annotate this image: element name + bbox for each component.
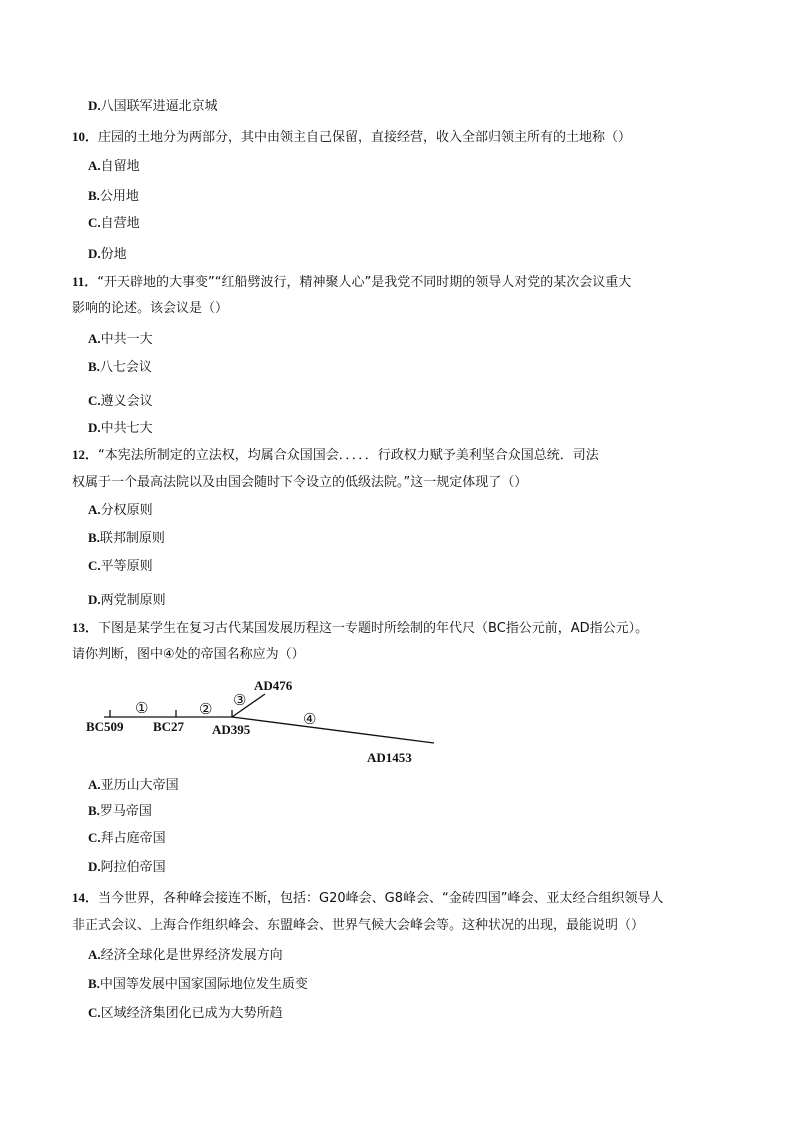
option-label: C. [88,1005,101,1020]
option-text: 分权原则 [100,503,153,518]
marker-4: ④ [303,712,317,728]
question-text: “开天辟地的大事变”“红船劈波行，精神聚人心”是我党不同时期的领导人对党的某次会议重大 [97,275,632,290]
option-label: C. [88,558,101,573]
option-text: 中国等发展中国家国际地位发生质变 [99,977,308,992]
option-label: B. [88,976,100,991]
option-label: B. [88,803,100,818]
option-text: 两党制原则 [100,593,166,608]
option-label: C. [88,215,101,230]
question-number: 14． [72,890,99,905]
option-text: 中共一大 [100,332,153,347]
question-text: 下图是某学生在复习古代某国发展历程这一专题时所绘制的年代尺（BC指公元前，AD指公元）。 [98,621,649,636]
q13-option-c [88,829,166,848]
option-text: 经济全球化是世界经济发展方向 [100,948,283,963]
option-text: 联邦制原则 [99,531,165,546]
option-label: B. [88,359,100,374]
option-text: 自营地 [100,216,140,231]
option-text: 阿拉伯帝国 [100,860,166,875]
option-label: A. [88,947,101,962]
option-label: D. [88,592,101,607]
option-label: C. [88,830,101,845]
label-ad476: AD476 [254,678,293,693]
label-bc509: BC509 [86,719,124,734]
option-text: 八七会议 [99,360,152,375]
option-text: 区域经济集团化已成为大势所趋 [100,1006,283,1021]
question-text: 请你判断，图中④处的帝国名称应为（） [72,647,305,662]
question-number: 12． [72,447,99,462]
question-text: 影响的论述。该会议是（） [72,301,229,316]
option-label: B. [88,188,100,203]
option-label: D. [88,98,101,113]
question-text: “本宪法所制定的立法权，均属合众国国会．．．．．行政权力赋予美利坚合众国总统．司法 [98,448,599,463]
question-text: 权属于一个最高法院以及由国会随时下令设立的低级法院。”这一规定体现了（） [72,475,528,490]
option-label: C. [88,393,101,408]
question-number: 10． [72,129,99,144]
q14-stem-line2 [72,917,644,935]
marker-1: ① [135,701,149,717]
option-label: D. [88,859,101,874]
q14-option-a [88,946,283,965]
option-text: 八国联军进逼北京城 [100,99,218,114]
label-bc27: BC27 [153,719,185,734]
option-label: B. [88,530,100,545]
q13-option-a [88,776,179,795]
question-text: 庄园的土地分为两部分，其中由领主自己保留，直接经营，收入全部归领主所有的土地称（） [98,130,632,145]
q14-stem-line1 [72,889,663,908]
option-label: A. [88,777,101,792]
q13-option-d [88,858,166,877]
option-label: A. [88,331,101,346]
question-number: 11． [72,274,98,289]
option-text: 份地 [100,247,127,262]
option-text: 拜占庭帝国 [100,831,166,846]
question-text: 非正式会议、上海合作组织峰会、东盟峰会、世界气候大会峰会等。这种状况的出现，最能说明（） [72,918,645,933]
option-label: A. [88,158,101,173]
q14-option-b [88,975,308,994]
label-ad395: AD395 [212,722,251,737]
marker-2: ② [199,702,213,718]
marker-3: ③ [233,693,247,709]
timeline-east-branch [232,717,434,743]
q13-option-b [88,802,152,821]
option-text: 罗马帝国 [99,804,152,819]
option-label: D. [88,420,101,435]
option-text: 中共七大 [100,421,153,436]
option-label: D. [88,246,101,261]
option-text: 亚历山大帝国 [100,778,179,793]
option-text: 遵义会议 [100,394,153,409]
option-text: 平等原则 [100,559,153,574]
option-text: 公用地 [99,189,139,204]
option-label: A. [88,502,101,517]
question-number: 13． [72,620,99,635]
q14-option-c [88,1004,283,1023]
question-text: 当今世界，各种峰会接连不断，包括：G20峰会、G8峰会、“金砖四国”峰会、亚太经合组织领导人 [98,891,664,906]
option-text: 自留地 [100,159,140,174]
label-ad1453: AD1453 [367,750,412,765]
